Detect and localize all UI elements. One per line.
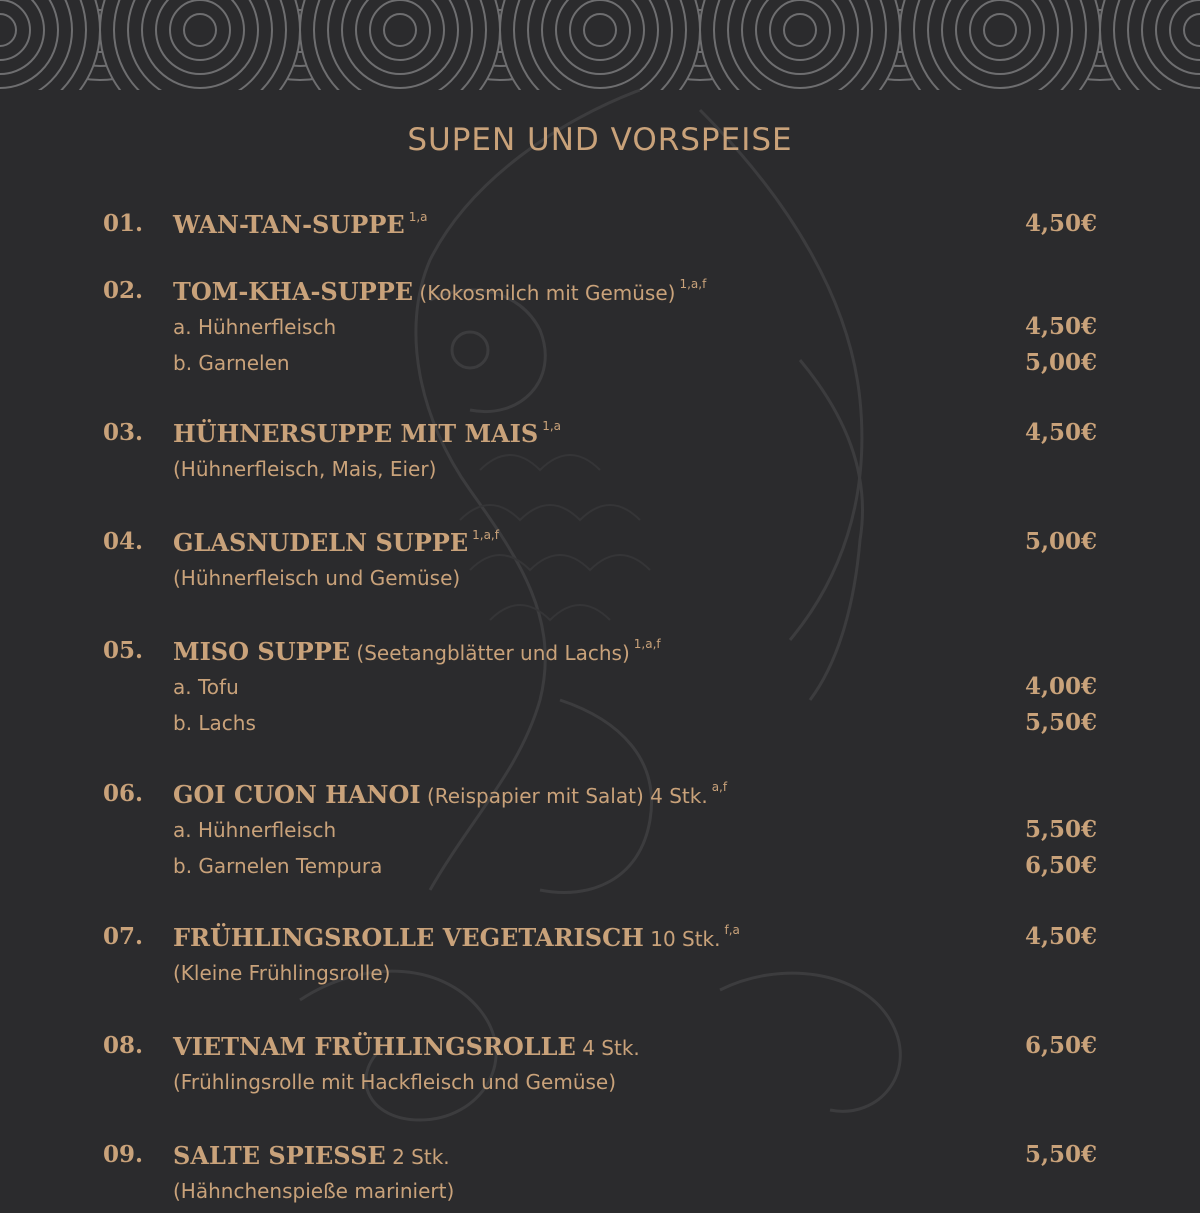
- menu-item-header: [0, 637, 1200, 673]
- item-name: SALTE SPIESSE: [173, 1141, 386, 1170]
- item-note: 10 Stk.: [643, 927, 721, 951]
- item-description: (Hühnerfleisch und Gemüse): [173, 566, 461, 590]
- item-variant: [0, 349, 1200, 385]
- item-title-line: [173, 419, 561, 448]
- variant-price: 5,00€: [1024, 349, 1097, 376]
- allergen-codes: 1,a,f: [679, 277, 707, 291]
- item-name: HÜHNERSUPPE MIT MAIS: [173, 419, 539, 448]
- item-name: GLASNUDELN SUPPE: [173, 528, 469, 557]
- variant-price: 4,50€: [1024, 313, 1097, 340]
- menu-item-header: [0, 923, 1200, 959]
- item-note: (Seetangblätter und Lachs): [350, 641, 630, 665]
- item-title-line: [173, 1032, 640, 1061]
- item-title-line: [173, 1141, 450, 1170]
- item-description-row: [0, 1177, 1200, 1213]
- item-description: (Frühlingsrolle mit Hackfleisch und Gemüse): [173, 1070, 617, 1094]
- menu-item-header: [0, 1032, 1200, 1068]
- item-number: 07.: [103, 923, 144, 950]
- variant-label: b. Garnelen: [173, 351, 290, 375]
- variant-label: a. Tofu: [173, 675, 239, 699]
- menu-item-header: [0, 210, 1200, 246]
- variant-label: b. Garnelen Tempura: [173, 854, 383, 878]
- menu-item: [0, 528, 1200, 600]
- item-name: FRÜHLINGSROLLE VEGETARISCH: [173, 923, 644, 952]
- item-title-line: [173, 277, 706, 306]
- variant-price: 5,50€: [1024, 816, 1097, 843]
- item-note: 4 Stk.: [575, 1036, 640, 1060]
- allergen-codes: a,f: [711, 780, 728, 794]
- item-title-line: [173, 637, 661, 666]
- menu-item: [0, 1141, 1200, 1213]
- menu-item: [0, 419, 1200, 491]
- allergen-codes: 1,a,f: [472, 528, 499, 542]
- item-description-row: [0, 564, 1200, 600]
- item-description: (Hühnerfleisch, Mais, Eier): [173, 457, 437, 481]
- item-number: 04.: [103, 528, 144, 555]
- item-variant: [0, 313, 1200, 349]
- item-name: MISO SUPPE: [173, 637, 351, 666]
- item-description: (Kleine Frühlingsrolle): [173, 961, 391, 985]
- item-number: 05.: [103, 637, 144, 664]
- allergen-codes: 1,a,f: [633, 637, 661, 651]
- menu-item-header: [0, 1141, 1200, 1177]
- item-variant: [0, 673, 1200, 709]
- variant-price: 6,50€: [1024, 852, 1097, 879]
- item-price: 6,50€: [1024, 1032, 1097, 1059]
- item-variant: [0, 852, 1200, 888]
- item-price: 5,00€: [1024, 528, 1097, 555]
- menu-item-header: [0, 780, 1200, 816]
- item-title-line: [173, 923, 740, 952]
- item-note: 2 Stk.: [385, 1145, 450, 1169]
- menu-item: [0, 1032, 1200, 1104]
- menu-item-header: [0, 419, 1200, 455]
- item-price: 4,50€: [1024, 923, 1097, 950]
- item-variant: [0, 709, 1200, 745]
- allergen-codes: f,a: [724, 923, 740, 937]
- item-title-line: [173, 780, 727, 809]
- item-description-row: [0, 959, 1200, 995]
- item-note: (Reispapier mit Salat) 4 Stk.: [420, 784, 708, 808]
- item-variant: [0, 816, 1200, 852]
- menu-item: [0, 780, 1200, 888]
- variant-label: a. Hühnerfleisch: [173, 818, 337, 842]
- variant-price: 5,50€: [1024, 709, 1097, 736]
- variant-label: b. Lachs: [173, 711, 256, 735]
- item-description: (Hähnchenspieße mariniert): [173, 1179, 455, 1203]
- item-number: 02.: [103, 277, 144, 304]
- item-name: TOM-KHA-SUPPE: [173, 277, 414, 306]
- variant-price: 4,00€: [1024, 673, 1097, 700]
- item-description-row: [0, 455, 1200, 491]
- item-number: 03.: [103, 419, 144, 446]
- item-number: 08.: [103, 1032, 144, 1059]
- item-price: 4,50€: [1024, 210, 1097, 237]
- item-name: GOI CUON HANOI: [173, 780, 421, 809]
- item-name: WAN-TAN-SUPPE: [173, 210, 405, 239]
- menu-item-header: [0, 277, 1200, 313]
- item-name: VIETNAM FRÜHLINGSROLLE: [173, 1032, 576, 1061]
- section-title: SUPEN UND VORSPEISE: [407, 122, 793, 158]
- menu-item: [0, 277, 1200, 385]
- item-note: (Kokosmilch mit Gemüse): [413, 281, 676, 305]
- menu-item: [0, 210, 1200, 246]
- menu-item: [0, 923, 1200, 995]
- item-price: 4,50€: [1024, 419, 1097, 446]
- menu-item-header: [0, 528, 1200, 564]
- allergen-codes: 1,a: [542, 419, 562, 433]
- item-title-line: [173, 210, 428, 239]
- item-title-line: [173, 528, 499, 557]
- item-number: 09.: [103, 1141, 144, 1168]
- allergen-codes: 1,a: [408, 210, 428, 224]
- item-number: 01.: [103, 210, 144, 237]
- item-number: 06.: [103, 780, 144, 807]
- variant-label: a. Hühnerfleisch: [173, 315, 337, 339]
- item-description-row: [0, 1068, 1200, 1104]
- item-price: 5,50€: [1024, 1141, 1097, 1168]
- menu-item: [0, 637, 1200, 745]
